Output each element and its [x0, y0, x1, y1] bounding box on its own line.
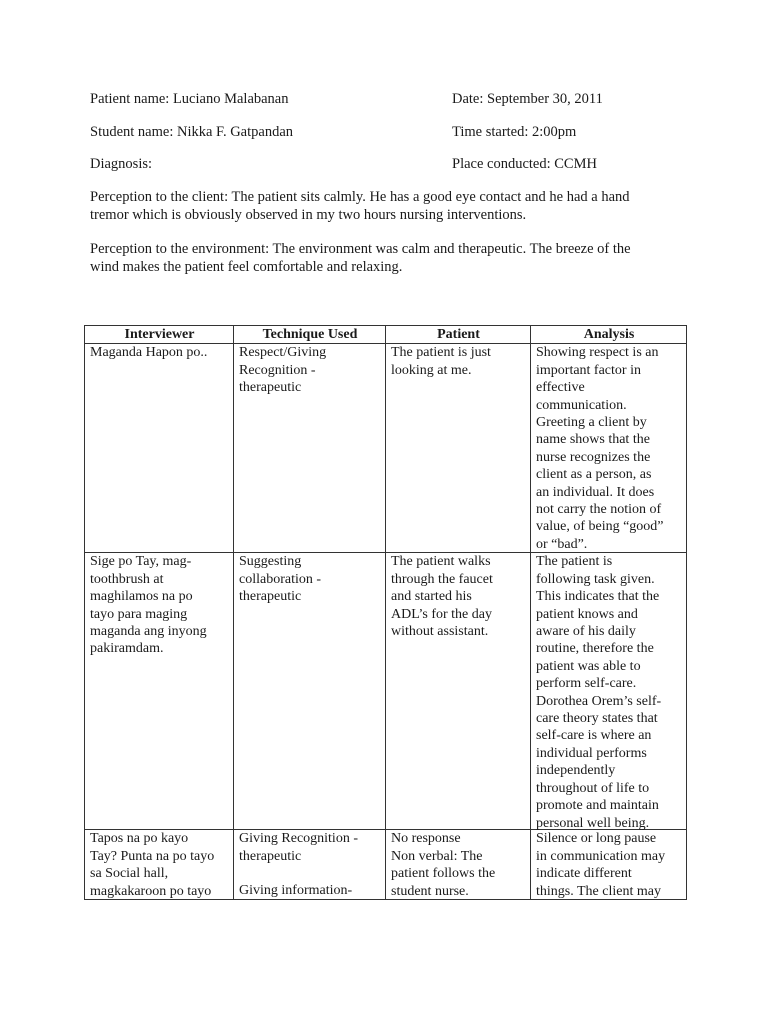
perception-client-line-1: Perception to the client: The patient sits calmly. He has a good eye contact and he had a hand — [90, 189, 630, 205]
cell-line: therapeutic — [239, 848, 302, 864]
cell-patient — [386, 553, 531, 830]
cell-line: therapeutic — [239, 589, 302, 605]
interview-table — [84, 325, 687, 900]
perception-environment — [90, 240, 680, 276]
cell-line: things. The client may — [536, 883, 661, 899]
cell-line: pakiramdam. — [90, 641, 164, 657]
cell-line: maghilamos na po — [90, 589, 193, 605]
cell-interviewer — [85, 344, 234, 553]
cell-line: Sige po Tay, mag- — [90, 554, 192, 570]
cell-line: perform self-care. — [536, 676, 637, 692]
table-header-row — [85, 326, 687, 344]
cell-line: tayo para maging — [90, 606, 188, 622]
patient-name: Patient name: Luciano Malabanan — [90, 91, 289, 107]
cell-line: No response — [391, 831, 461, 847]
cell-line: maganda ang inyong — [90, 624, 207, 640]
cell-line: Maganda Hapon po.. — [90, 345, 208, 361]
cell-line: self-care is where an — [536, 728, 652, 744]
cell-interviewer — [85, 553, 234, 830]
cell-line: Giving information- — [239, 883, 353, 899]
cell-line: in communication may — [536, 848, 666, 864]
cell-line: name shows that the — [536, 432, 650, 448]
cell-line: without assistant. — [391, 624, 489, 640]
cell-line: Giving Recognition - — [239, 831, 358, 847]
cell-line: not carry the notion of — [536, 502, 662, 518]
cell-technique — [234, 344, 386, 553]
cell-line: Respect/Giving — [239, 345, 327, 361]
table-row — [85, 344, 687, 553]
cell-line: or “bad”. — [536, 536, 588, 552]
cell-line: value, of being “good” — [536, 519, 664, 535]
cell-line: personal well being. — [536, 815, 650, 831]
cell-clip — [90, 830, 229, 899]
cell-line: through the faucet — [391, 571, 493, 587]
cell-line: and started his — [391, 589, 472, 605]
cell-line: Recognition - — [239, 362, 316, 378]
place-conducted: Place conducted: CCMH — [452, 156, 597, 172]
time-started: Time started: 2:00pm — [452, 124, 577, 140]
cell-line: aware of his daily — [536, 624, 636, 640]
cell-line: client as a person, as — [536, 467, 652, 483]
cell-analysis-clip — [536, 553, 682, 831]
cell-line: care theory states that — [536, 711, 658, 727]
cell-line: communication. — [536, 397, 627, 413]
cell-line: following task given. — [536, 571, 655, 587]
cell-analysis — [531, 553, 687, 830]
cell-line: therapeutic — [239, 380, 302, 396]
cell-line: patient was able to — [536, 658, 641, 674]
cell-line: routine, therefore the — [536, 641, 654, 657]
cell-line: collaboration - — [239, 571, 322, 587]
col-header-interviewer: Interviewer — [85, 326, 234, 344]
col-header-analysis: Analysis — [531, 326, 687, 344]
cell-line: promote and maintain — [536, 798, 659, 814]
cell-line: looking at me. — [391, 362, 472, 378]
perception-client — [90, 188, 680, 224]
date: Date: September 30, 2011 — [452, 91, 603, 107]
cell-patient — [386, 830, 531, 900]
cell-line: patient knows and — [536, 606, 638, 622]
col-header-patient: Patient — [386, 326, 531, 344]
cell-line: student nurse. — [391, 883, 469, 899]
perception-env-line-1: Perception to the environment: The environment was calm and therapeutic. The breeze of the — [90, 241, 631, 257]
cell-line: The patient is — [536, 554, 613, 570]
cell-line: an individual. It does — [536, 484, 655, 500]
cell-patient — [386, 344, 531, 553]
cell-line: independently — [536, 763, 616, 779]
cell-line: Showing respect is an — [536, 345, 659, 361]
cell-line: The patient walks — [391, 554, 491, 570]
cell-technique — [234, 553, 386, 830]
perception-env-line-2: wind makes the patient feel comfortable and relaxing. — [90, 259, 403, 275]
cell-line: Dorothea Orem’s self- — [536, 693, 662, 709]
cell-clip — [391, 830, 526, 899]
cell-technique — [234, 830, 386, 900]
cell-line: effective — [536, 380, 585, 396]
student-name: Student name: Nikka F. Gatpandan — [90, 124, 294, 140]
cell-line: patient follows the — [391, 866, 496, 882]
cell-line: individual performs — [536, 745, 647, 761]
cell-line: This indicates that the — [536, 589, 660, 605]
cell-analysis — [531, 830, 687, 900]
cell-analysis — [531, 344, 687, 553]
cell-interviewer — [85, 830, 234, 900]
cell-line: throughout of life to — [536, 780, 650, 796]
cell-line: The patient is just — [391, 345, 491, 361]
cell-line: magkakaroon po tayo — [90, 883, 212, 899]
table-row — [85, 553, 687, 830]
cell-analysis-clip — [536, 344, 682, 552]
cell-line: ADL’s for the day — [391, 606, 492, 622]
cell-line: indicate different — [536, 866, 632, 882]
cell-line: Non verbal: The — [391, 848, 483, 864]
cell-line: Greeting a client by — [536, 415, 647, 431]
cell-line: nurse recognizes the — [536, 449, 651, 465]
col-header-technique: Technique Used — [234, 326, 386, 344]
cell-clip — [536, 830, 682, 899]
spacer — [239, 865, 381, 882]
cell-line: important factor in — [536, 362, 641, 378]
cell-line: Suggesting — [239, 554, 302, 570]
cell-line: Tay? Punta na po tayo — [90, 848, 215, 864]
cell-line: Tapos na po kayo — [90, 831, 189, 847]
table-row — [85, 830, 687, 900]
cell-line: sa Social hall, — [90, 866, 169, 882]
cell-line: toothbrush at — [90, 571, 164, 587]
cell-clip — [239, 830, 381, 899]
perception-client-line-2: tremor which is obviously observed in my two hours nursing interventions. — [90, 207, 527, 223]
cell-line: Silence or long pause — [536, 831, 657, 847]
diagnosis: Diagnosis: — [90, 156, 153, 172]
